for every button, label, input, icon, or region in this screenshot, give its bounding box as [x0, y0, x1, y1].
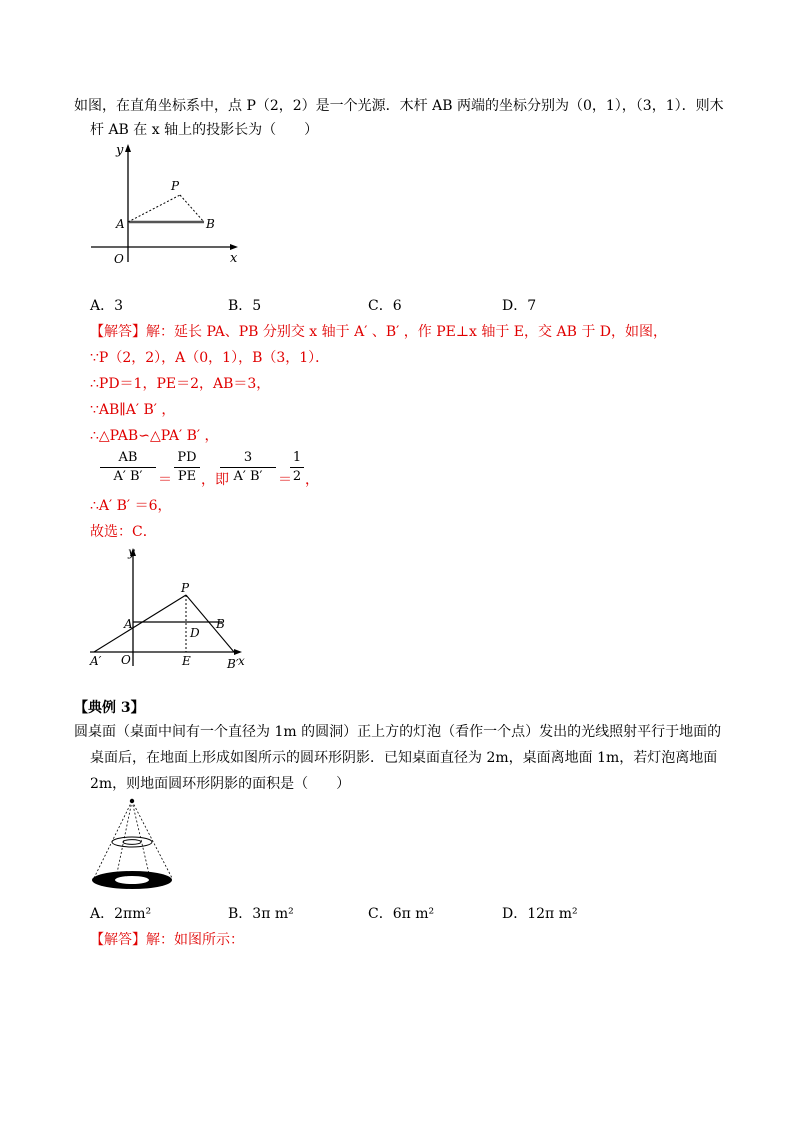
lamp-shadow-figure [88, 796, 180, 892]
solution-line-3: ∴PD＝1，PE＝2，AB＝3， [90, 376, 271, 392]
example-stem-line-3: 2m，则地面圆环形阴影的面积是（ ） [90, 776, 351, 792]
fraction-pd-over-pe [174, 450, 200, 485]
fraction-denominator: A′ B′ [233, 469, 263, 484]
figure2-label-a-prime: A′ [90, 654, 102, 668]
figure2-label-e: E [182, 654, 191, 668]
fraction-3-over-ab-prime [220, 450, 276, 485]
solution-line-5: ∴△PAB∽△PA′ B′ ， [90, 428, 219, 444]
option-d: D．7 [502, 298, 537, 314]
example-option-a: A．2πm² [90, 906, 152, 922]
option-a: A．3 [90, 298, 124, 314]
coordinate-figure-1 [86, 140, 256, 270]
example-solution-line-1: 【解答】解：如图所示： [90, 932, 244, 948]
option-b: B．5 [228, 298, 262, 314]
coordinate-figure-2 [86, 540, 256, 670]
figure2-label-o: O [121, 653, 131, 667]
solution-line-2: ∵P（2，2），A（0，1），B（3，1）． [90, 350, 330, 366]
example-stem-line-1: 圆桌面（桌面中间有一个直径为 1m 的圆洞）正上方的灯泡（看作一个点）发出的光线照射平行于地面的 [74, 724, 722, 740]
fraction-denominator: A′ B′ [113, 469, 143, 484]
figure1-label-x: x [230, 251, 238, 266]
fraction-numerator: 3 [243, 450, 253, 465]
figure2-label-p: P [181, 581, 190, 595]
example-option-b: B．3π m² [228, 906, 294, 922]
figure2-label-x: x [238, 654, 245, 668]
example-heading: 【典例 3】 [74, 700, 145, 716]
solution-line-4: ∵AB∥A′ B′ ， [90, 402, 176, 418]
solution-line-1: 【解答】解：延长 PA、PB 分别交 x 轴于 A′ 、B′ ，作 PE⊥x 轴于 E，交 AB 于 D，如图， [90, 324, 667, 340]
example-option-c: C．6π m² [368, 906, 435, 922]
problem-stem-line-1: 如图，在直角坐标系中，点 P（2，2）是一个光源．木杆 AB 两端的坐标分别为（0，1），（3，1）．则木 [74, 98, 724, 114]
equals-sign-2: ＝ [278, 472, 292, 488]
figure2-label-b-prime: B′ [227, 657, 239, 670]
figure2-label-a: A [124, 617, 133, 631]
figure1-label-p: P [171, 179, 180, 193]
solution-line-8: 故选：C． [90, 524, 157, 540]
fraction-ab-over-ab-prime [100, 450, 156, 485]
figure1-label-b: B [206, 217, 215, 231]
figure2-label-y: y [128, 545, 135, 559]
trailing-comma: ， [305, 472, 319, 488]
solution-line-7: ∴A′ B′ ＝6， [90, 498, 172, 514]
figure1-label-a: A [116, 217, 125, 231]
fraction-1-over-2 [290, 450, 304, 485]
figure1-label-o: O [114, 252, 124, 266]
fraction-numerator: AB [118, 450, 138, 465]
namely-text: ，即 [201, 472, 229, 488]
figure2-label-b: B [216, 617, 225, 631]
figure1-label-y: y [116, 143, 124, 158]
fraction-denominator: PE [177, 469, 197, 484]
fraction-numerator: 1 [292, 450, 302, 465]
figure2-label-d: D [190, 626, 200, 640]
option-c: C．6 [368, 298, 402, 314]
equals-sign: ＝ [158, 472, 172, 488]
example-stem-line-2: 桌面后，在地面上形成如图所示的圆环形阴影．已知桌面直径为 2m，桌面离地面 1m，若灯泡离地面 [90, 750, 718, 766]
fraction-numerator: PD [177, 450, 197, 465]
example-option-d: D．12π m² [502, 906, 578, 922]
problem-stem-line-2: 杆 AB 在 x 轴上的投影长为（ ） [90, 122, 319, 138]
fraction-denominator: 2 [292, 469, 302, 484]
